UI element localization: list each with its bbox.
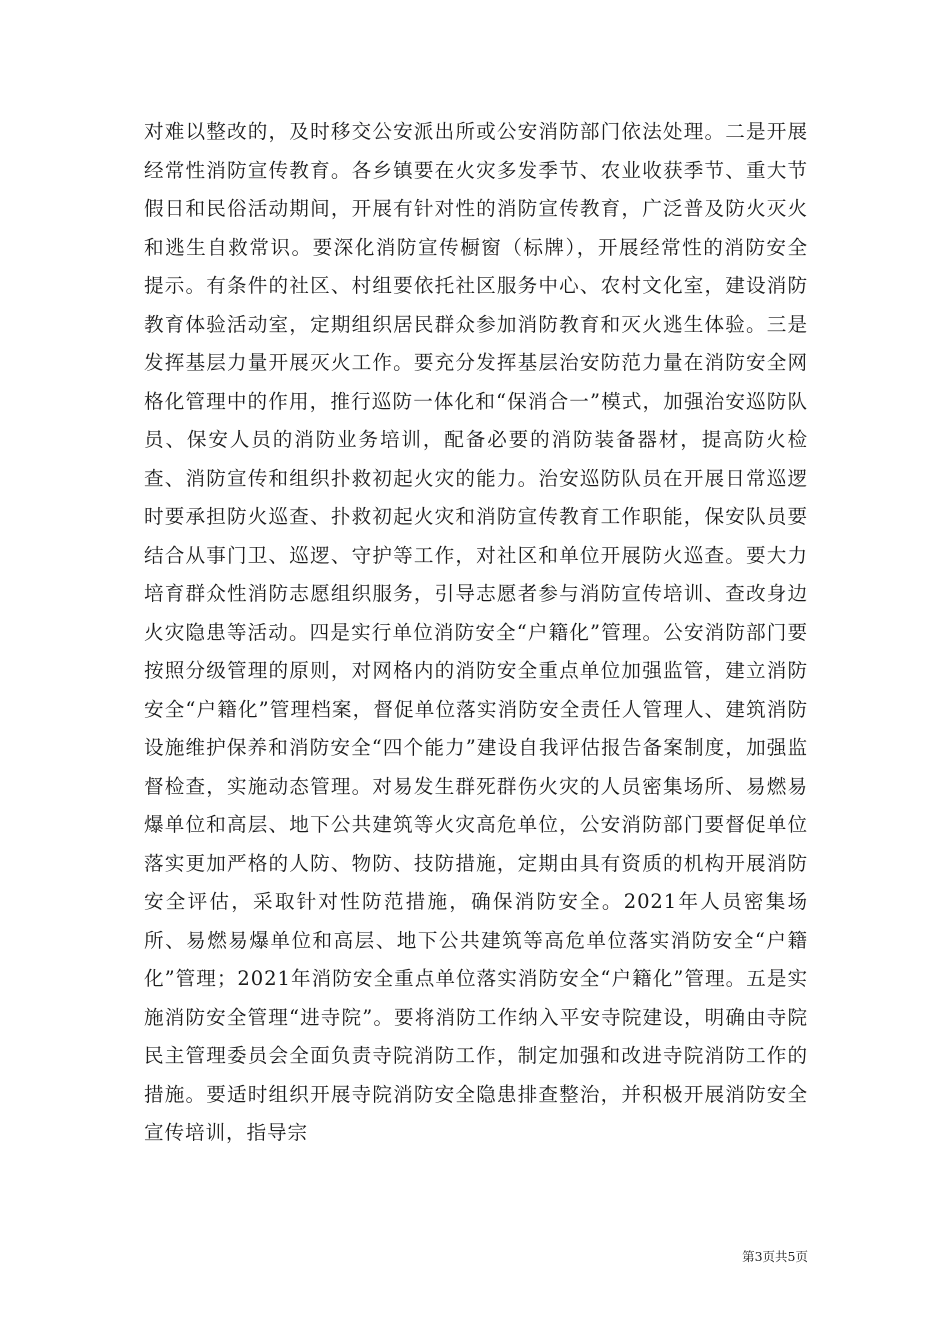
page-number-footer: 第3页共5页 <box>742 1249 808 1264</box>
body-paragraph: 对难以整改的，及时移交公安派出所或公安消防部门依法处理。二是开展经常性消防宣传教育。各乡镇要在火灾多发季节、农业收获季节、重大节假日和民俗活动期间，开展有针对性的消防宣传教育，广泛普及防火灭火和逃生自救常识。要深化消防宣传橱窗（标牌），开展经常性的消防安全提示。有条件的社区、村组要依托社区服务中心、农村文化室，建设消防教育体验活动室，定期组织居民群众参加消防教育和灭火逃生体验。三是发挥基层力量开展灭火工作。要充分发挥基层治安防范力量在消防安全网格化管理中的作用，推行巡防一体化和“保消合一”模式，加强治安巡防队员、保安人员的消防业务培训，配备必要的消防装备器材，提高防火检查、消防宣传和组织扑救初起火灾的能力。治安巡防队员在开展日常巡逻时要承担防火巡查、扑救初起火灾和消防宣传教育工作职能，保安队员要结合从事门卫、巡逻、守护等工作，对社区和单位开展防火巡查。要大力培育群众性消防志愿组织服务，引导志愿者参与消防宣传培训、查改身边火灾隐患等活动。四是实行单位消防安全“户籍化”管理。公安消防部门要按照分级管理的原则，对网格内的消防安全重点单位加强监管，建立消防安全“户籍化”管理档案，督促单位落实消防安全责任人管理人、建筑消防设施维护保养和消防安全“四个能力”建设自我评估报告备案制度，加强监督检查，实施动态管理。对易发生群死群伤火灾的人员密集场所、易燃易爆单位和高层、地下公共建筑等火灾高危单位，公安消防部门要督促单位落实更加严格的人防、物防、技防措施，定期由具有资质的机构开展消防安全评估，采取针对性防范措施，确保消防安全。2021年人员密集场所、易燃易爆单位和高层、地下公共建筑等高危单位落实消防安全“户籍化”管理；2021年消防安全重点单位落实消防安全“户籍化”管理。五是实施消防安全管理“进寺院”。要将消防工作纳入平安寺院建设，明确由寺院民主管理委员会全面负责寺院消防工作，制定加强和改进寺院消防工作的措施。要适时组织开展寺院消防安全隐患排查整治，并积极开展消防安全宣传培训，指导宗 <box>144 120 808 1144</box>
